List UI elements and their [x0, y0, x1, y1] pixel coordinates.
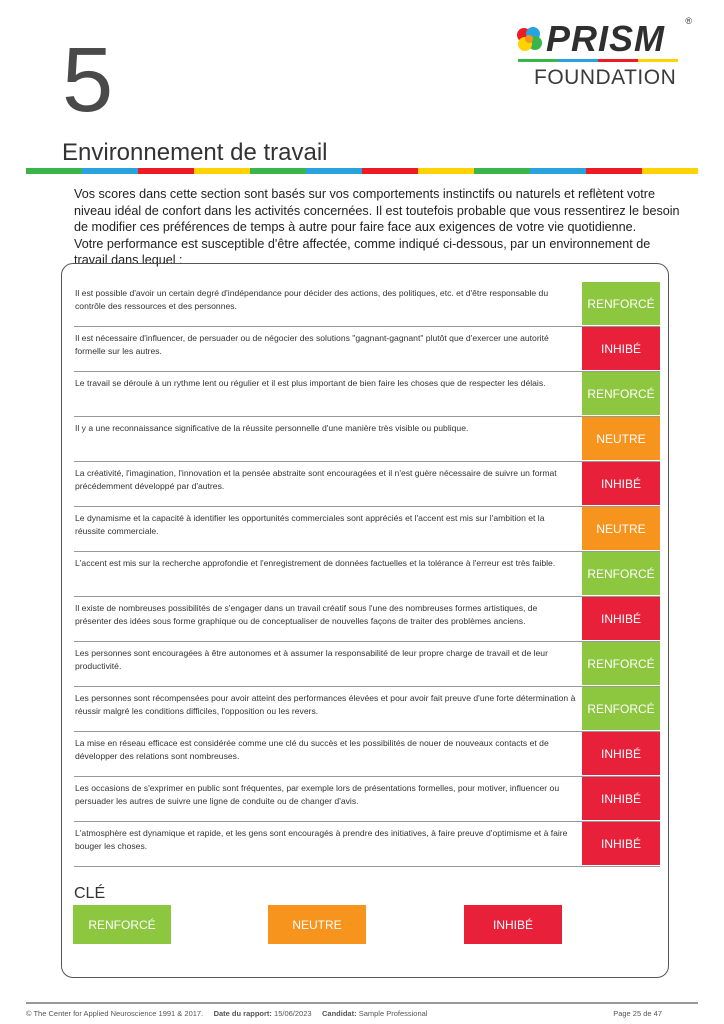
footer-date-label: Date du rapport: [213, 1009, 272, 1018]
chapter-number: 5 [62, 29, 114, 131]
rainbow-segment [138, 168, 194, 174]
footer-candidate-label: Candidat: [322, 1009, 357, 1018]
row-description: Les occasions de s'exprimer en public sont fréquentes, par exemple lors de présentations formelles, pour motiver, influencer ou persuader les autres de suivre une ligne de conduite ou de changer d'avis. [75, 783, 560, 806]
table-row [74, 777, 660, 822]
status-badge: INHIBÉ [582, 327, 660, 370]
table-row [74, 327, 660, 372]
footer-copyright: © The Center for Applied Neuroscience 1991 & 2017. [26, 1009, 204, 1018]
status-badge: RENFORCÉ [582, 552, 660, 595]
intro-paragraph-2: Votre performance est susceptible d'être affectée, comme indiqué ci-dessous, par un environnement de travail dans lequel : [74, 236, 651, 267]
row-description: L'atmosphère est dynamique et rapide, et les gens sont encouragés à prendre des initiatives, à faire preuve d'optimisme et à faire bouger les choses. [75, 828, 568, 851]
row-description: L'accent est mis sur la recherche approfondie et l'enregistrement de données factuelles et la tolérance à l'erreur est très faible. [75, 558, 556, 568]
rainbow-segment [418, 168, 474, 174]
rainbow-segment [642, 168, 698, 174]
prism-logo [512, 18, 692, 90]
brain-icon [515, 26, 543, 54]
table-row [74, 732, 660, 777]
status-badge: RENFORCÉ [582, 372, 660, 415]
key-renforce: RENFORCÉ [73, 905, 171, 944]
row-description: Le travail se déroule à un rythme lent ou régulier et il est plus important de bien faire les choses que de respecter les délais. [75, 378, 546, 388]
footer [26, 1009, 698, 1018]
table-row [74, 417, 660, 462]
row-description: Le dynamisme et la capacité à identifier les opportunités commerciales sont appréciés et l'accent est mis sur l'ambition et la réussite commerciale. [75, 513, 545, 536]
table-row [74, 462, 660, 507]
status-badge: RENFORCÉ [582, 687, 660, 730]
logo-subtitle: FOUNDATION [534, 66, 677, 89]
intro-paragraph-1: Vos scores dans cette section sont basés sur vos comportements instinctifs ou naturels et reflètent votre niveau idéal de confort dans les activités concernées. Il est toutefois probable que vous ressentirez le besoin de modifier ces préférences de temps à autre pour faire face aux exigences de votre vie quotidienne. [74, 187, 680, 234]
table-row [74, 822, 660, 867]
rainbow-segment [194, 168, 250, 174]
status-badge: RENFORCÉ [582, 642, 660, 685]
table-row [74, 687, 660, 732]
section-title: Environnement de travail [62, 139, 328, 166]
row-description: La créativité, l'imagination, l'innovation et la pensée abstraite sont encouragées et il n'est guère nécessaire de suivre un format précédemment développé par d'autres. [75, 468, 557, 491]
table-row [74, 507, 660, 552]
rainbow-segment [474, 168, 530, 174]
registered-mark: ® [685, 16, 692, 26]
table-row [74, 372, 660, 417]
row-description: Il existe de nombreuses possibilités de s'engager dans un travail créatif sous l'une des nombreuses formes artistiques, de présenter des idées sous forme graphique ou de conceptualiser de nouvelles façons de traiter des problèmes anciens. [75, 603, 538, 626]
rainbow-segment [82, 168, 138, 174]
page-number: Page 25 de 47 [613, 1009, 662, 1018]
status-badge: INHIBÉ [582, 822, 660, 865]
footer-divider [26, 1002, 698, 1004]
rainbow-segment [362, 168, 418, 174]
rainbow-segment [250, 168, 306, 174]
logo-color-bar [518, 59, 678, 62]
table-row [74, 642, 660, 687]
status-badge: NEUTRE [582, 417, 660, 460]
row-description: Les personnes sont récompensées pour avoir atteint des performances élevées et pour avoir fait preuve d'une forte détermination à réussir malgré les conditions difficiles, l'opposition ou les revers. [75, 693, 576, 716]
table-row [74, 597, 660, 642]
rainbow-divider [26, 168, 698, 174]
row-description: Il est nécessaire d'influencer, de persuader ou de négocier des solutions "gagnant-gagnant" plutôt que d'exercer une autorité formelle sur les autres. [75, 333, 549, 356]
rainbow-segment [306, 168, 362, 174]
key-inhibe: INHIBÉ [464, 905, 562, 944]
status-badge: INHIBÉ [582, 777, 660, 820]
key-neutre: NEUTRE [268, 905, 366, 944]
rainbow-segment [530, 168, 586, 174]
table-row [74, 282, 660, 327]
status-badge: NEUTRE [582, 507, 660, 550]
footer-date-value: 15/06/2023 [274, 1009, 312, 1018]
status-badge: INHIBÉ [582, 597, 660, 640]
row-description: Il est possible d'avoir un certain degré d'indépendance pour décider des actions, des politiques, etc. et d'être responsable du contrôle des ressources et des personnes. [75, 288, 549, 311]
status-badge: INHIBÉ [582, 462, 660, 505]
rainbow-segment [586, 168, 642, 174]
row-description: Les personnes sont encouragées à être autonomes et à assumer la responsabilité de leur propre charge de travail et de leur productivité. [75, 648, 548, 671]
footer-candidate-value: Sample Professional [358, 1009, 428, 1018]
environment-table [74, 282, 660, 867]
status-badge: INHIBÉ [582, 732, 660, 775]
row-description: Il y a une reconnaissance significative de la réussite personnelle d'une manière très visible ou publique. [75, 423, 469, 433]
row-description: La mise en réseau efficace est considérée comme une clé du succès et les possibilités de nouer de nouveaux contacts et de développer des relations sont nombreuses. [75, 738, 549, 761]
table-row [74, 552, 660, 597]
logo-wordmark: PRISM [546, 18, 666, 59]
key-title: CLÉ [74, 885, 106, 902]
status-badge: RENFORCÉ [582, 282, 660, 325]
intro-text [74, 186, 686, 269]
rainbow-segment [26, 168, 82, 174]
